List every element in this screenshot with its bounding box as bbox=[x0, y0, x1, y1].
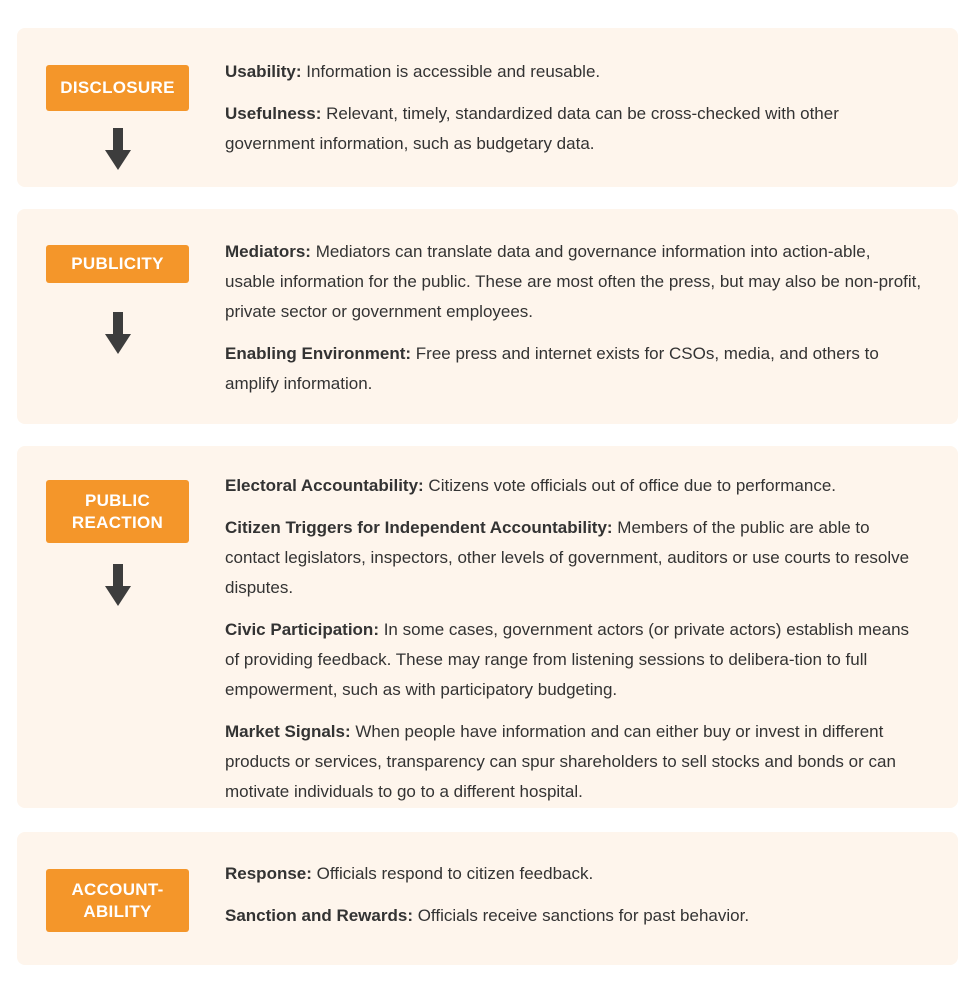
stage-content bbox=[225, 57, 925, 171]
down-arrow-icon bbox=[105, 128, 131, 170]
list-item bbox=[225, 901, 925, 931]
stage-panel-public-reaction bbox=[17, 446, 958, 808]
item-term: Usefulness: bbox=[225, 104, 322, 123]
stage-badge-label: DISCLOSURE bbox=[60, 78, 175, 97]
item-text: Officials respond to citizen feedback. bbox=[311, 864, 594, 883]
item-text: In some cases, government actors (or private actors) establish means of providing feedback. These may range from listening sessions to delibera-tion to full empowerment, such as with participatory budgeting. bbox=[225, 620, 910, 699]
stage-badge-label: REACTION bbox=[71, 512, 164, 532]
list-item bbox=[225, 57, 925, 87]
item-term: Electoral Accountability: bbox=[225, 476, 424, 495]
list-item bbox=[225, 513, 925, 603]
stage-content bbox=[225, 859, 925, 943]
item-text: Free press and internet exists for CSOs, media, and others to amplify information. bbox=[225, 344, 879, 393]
item-text: Citizens vote officials out of office due to performance. bbox=[423, 476, 837, 495]
stage-badge-disclosure bbox=[46, 65, 189, 111]
down-arrow-icon bbox=[105, 564, 131, 606]
list-item bbox=[225, 471, 925, 501]
stage-panel-disclosure bbox=[17, 28, 958, 187]
item-term: Sanction and Rewards: bbox=[225, 906, 413, 925]
item-text: Mediators can translate data and governance information into action-able, usable information for the public. These are most often the press, but may also be non-profit, private sector or government employees. bbox=[225, 242, 922, 321]
list-item bbox=[225, 237, 925, 327]
list-item bbox=[225, 99, 925, 159]
item-term: Enabling Environment: bbox=[225, 344, 412, 363]
list-item bbox=[225, 717, 925, 807]
down-arrow-icon bbox=[105, 312, 131, 354]
stage-content bbox=[225, 237, 925, 411]
item-text: When people have information and can either buy or invest in different products or services, transparency can spur shareholders to sell stocks and bonds or can motivate individuals to go to a different hospital. bbox=[225, 722, 896, 801]
item-term: Market Signals: bbox=[225, 722, 351, 741]
stage-badge-label: PUBLICITY bbox=[71, 254, 164, 273]
stage-badge-label: ACCOUNT- bbox=[71, 879, 164, 899]
item-text: Members of the public are able to contact legislators, inspectors, other levels of government, auditors or use courts to resolve disputes. bbox=[225, 518, 910, 597]
stage-content bbox=[225, 471, 925, 819]
list-item bbox=[225, 859, 925, 889]
item-term: Citizen Triggers for Independent Accountability: bbox=[225, 518, 613, 537]
item-text: Information is accessible and reusable. bbox=[301, 62, 601, 81]
item-term: Usability: bbox=[225, 62, 302, 81]
item-term: Civic Participation: bbox=[225, 620, 379, 639]
stage-badge-public-reaction bbox=[46, 480, 189, 543]
stage-badge-label: ABILITY bbox=[83, 901, 152, 921]
stage-badge-label: PUBLIC bbox=[84, 490, 151, 510]
list-item bbox=[225, 615, 925, 705]
stage-panel-accountability bbox=[17, 832, 958, 965]
item-term: Mediators: bbox=[225, 242, 311, 261]
stage-badge-publicity bbox=[46, 245, 189, 283]
list-item bbox=[225, 339, 925, 399]
stage-panel-publicity bbox=[17, 209, 958, 424]
item-text: Officials receive sanctions for past behavior. bbox=[412, 906, 750, 925]
item-text: Relevant, timely, standardized data can be cross-checked with other government information, such as budgetary data. bbox=[225, 104, 839, 153]
stage-badge-accountability bbox=[46, 869, 189, 932]
item-term: Response: bbox=[225, 864, 312, 883]
